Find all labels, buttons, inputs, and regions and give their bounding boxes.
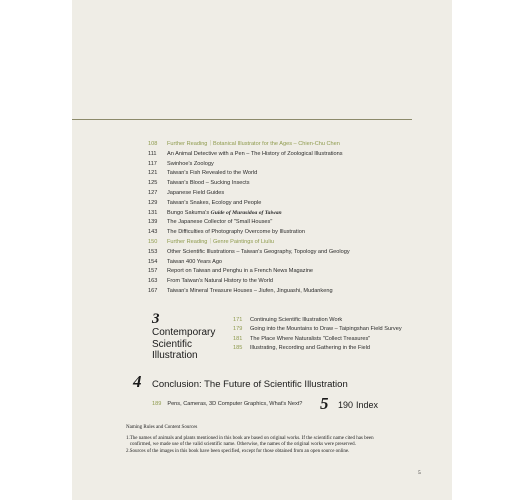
toc-page-number: 157 [148, 268, 158, 275]
chapter-5-title: Index [356, 400, 379, 410]
toc-page-number: 117 [148, 160, 157, 167]
toc-entry-book-title: Guide of Murasidoa of Taiwan [210, 209, 282, 216]
toc-page-number: 131 [148, 209, 158, 216]
notes-line: 2.Sources of the images in this book have been specified, except for those obtained from an open source online. [126, 448, 350, 454]
toc-entry-title [167, 209, 282, 219]
notes-line: confirmed, we made use of the valid scientific name. Otherwise, the names of the original works were preserved. [126, 442, 356, 448]
chapter-5-number: 5 [320, 394, 329, 413]
toc-entry-title: Swinhoe's Zoology [167, 160, 214, 167]
toc-entry-title: The Japanese Collector of "Small Houses" [167, 219, 273, 226]
toc-entry-title-prefix: Bungo Sakuma's [167, 209, 211, 216]
toc-entry-title: From Taiwan's Natural History to the World [167, 278, 273, 285]
naming-rules-notes [126, 425, 416, 455]
toc-entry-title: Japanese Field Guides [167, 189, 225, 196]
toc-page-number: 179 [233, 326, 243, 333]
toc-page-number: 167 [148, 287, 158, 294]
toc-page-number: 163 [148, 278, 158, 285]
toc-page-number: 154 [148, 258, 158, 265]
toc-entry-title: Illustrating, Recording and Gathering in the Field [250, 344, 371, 351]
toc-entry-title: Taiwan's Blood – Sucking Insects [167, 180, 250, 187]
toc-entry-title: Taiwan's Fish Revealed to the World [167, 170, 258, 177]
toc-entry-title: Taiwan 400 Years Ago [167, 258, 223, 265]
toc-entry-title: Further Reading｜Genre Paintings of Liuliu [167, 238, 274, 245]
chapter-3-title-line: Contemporary [152, 327, 216, 338]
toc-page-number: 108 [148, 141, 158, 147]
toc-entry-title: Continuing Scientific Illustration Work [250, 317, 343, 323]
chapter-4-entry [152, 401, 302, 407]
toc-page-number: 150 [148, 238, 158, 245]
notes-line: 1.The names of animals and plants mentioned in this book are based on original works. If the scientific name cited has been [126, 435, 374, 441]
toc-page-number: 185 [233, 344, 243, 351]
notes-heading: Naming Rules and Content Sources [126, 425, 198, 430]
toc-entry-title: Other Scientific Illustrations – Taiwan's Geography, Topology and Geology [167, 248, 350, 255]
toc-entry-title: The Difficulties of Photography Overcome by Illustration [167, 229, 305, 236]
toc-entry-title: Taiwan's Snakes, Ecology and People [167, 199, 262, 206]
toc-page-number: 139 [148, 219, 158, 226]
toc-page-number: 125 [148, 180, 158, 187]
chapter-3-number: 3 [152, 311, 160, 327]
header-rule [72, 119, 412, 120]
toc-entry-title: Taiwan's Mineral Treasure Houses – Jiufen, Jinguashi, Mudankeng [167, 287, 333, 294]
toc-entry-title: Report on Taiwan and Penghu in a French News Magazine [167, 268, 314, 275]
chapter-3-title [152, 327, 215, 362]
toc-entry-title: Going into the Mountains to Draw – Taipingshan Field Survey [250, 326, 402, 333]
toc-entry-title: An Animal Detective with a Pen – The History of Zoological Illustrations [167, 150, 343, 157]
toc-entry-title: The Place Where Naturalists "Collect Treasures" [250, 335, 371, 342]
toc-page-number: 143 [148, 229, 158, 236]
toc-page-number: 153 [148, 248, 158, 255]
toc-page-number: 171 [233, 317, 243, 323]
chapter-3-title-line: Scientific [152, 338, 193, 350]
toc-page-number: 181 [233, 335, 243, 342]
toc-page-number: 127 [148, 189, 158, 196]
toc-page-number: 121 [148, 170, 158, 177]
chapter-3-title-line: Illustration [152, 350, 198, 361]
chapter-4-title: Conclusion: The Future of Scientific Illustration [152, 379, 348, 390]
toc-entry-title: Further Reading｜Botanical Illustrator for the Ages – Chien-Chu Chen [167, 141, 340, 147]
toc-page-number: 189 [152, 401, 162, 407]
toc-entry-title: Pens, Cameras, 3D Computer Graphics, What's Next? [167, 401, 303, 407]
chapter-5-page: 190 [338, 400, 354, 410]
toc-page-number: 111 [148, 150, 157, 157]
chapter-4-number: 4 [133, 372, 142, 391]
toc-page-number: 129 [148, 199, 158, 206]
page-number: 5 [418, 470, 421, 476]
